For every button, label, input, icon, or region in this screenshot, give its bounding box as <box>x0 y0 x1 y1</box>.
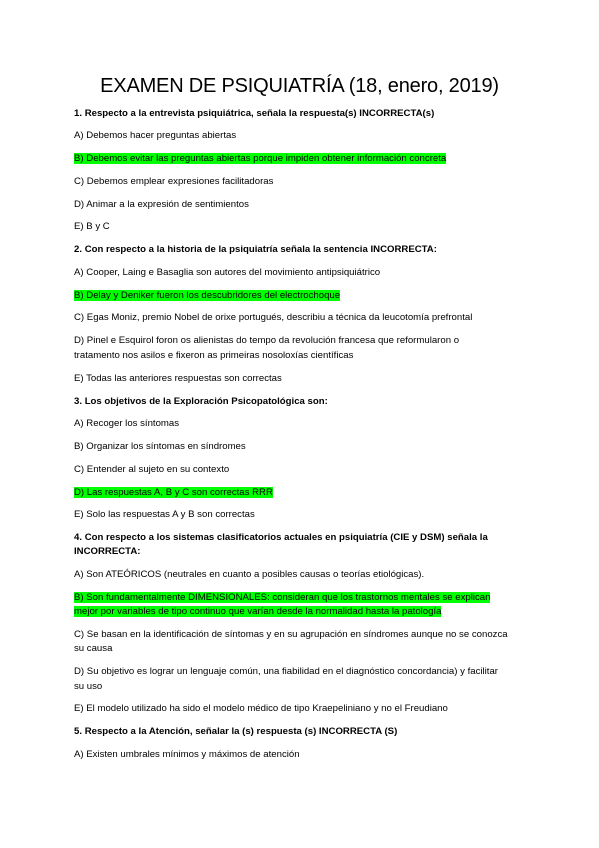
option-d-continued: tratamento nos asilos e fixeron as primeiras nosoloxías científicas <box>74 350 354 361</box>
option-e: E) Todas las anteriores respuestas son correctas <box>74 373 282 384</box>
question-number: 3. <box>74 396 83 407</box>
option-b-highlighted <box>74 290 340 302</box>
option-a: A) Debemos hacer preguntas abiertas <box>74 130 237 141</box>
question-text: Respecto a la Atención, señalar la (s) respuesta (s) INCORRECTA (S) <box>84 726 398 737</box>
question-1 <box>74 108 434 120</box>
page-title: EXAMEN DE PSIQUIATRÍA (18, enero, 2019) <box>100 75 499 97</box>
option-d: D) Animar a la expresión de sentimientos <box>74 199 249 210</box>
question-text: Con respecto a los sistemas clasificatorios actuales en psiquiatría (CIE y DSM) señala la <box>84 532 488 543</box>
option-b: B) Organizar los síntomas en síndromes <box>74 441 246 452</box>
highlighted-answer: D) Las respuestas A, B y C son correctas RRR <box>74 487 273 498</box>
question-3 <box>74 396 328 408</box>
option-e: E) El modelo utilizado ha sido el modelo médico de tipo Kraepeliniano y no el Freudiano <box>74 703 448 714</box>
option-a: A) Son ATEÓRICOS (neutrales en cuanto a posibles causas o teorías etiológicas). <box>74 569 425 580</box>
option-d: D) Su objetivo es lograr un lenguaje común, una fiabilidad en el diagnóstico concordancia) y facilitar <box>74 666 498 677</box>
question-text: Los objetivos de la Exploración Psicopatológica son: <box>84 396 328 407</box>
option-c: C) Egas Moniz, premio Nobel de orixe portugués, describiu a técnica da leucotomía prefrontal <box>74 312 473 323</box>
question-number: 5. <box>74 726 83 737</box>
question-number: 2. <box>74 244 83 255</box>
question-text: Respecto a la entrevista psiquiátrica, señala la respuesta(s) INCORRECTA(s) <box>84 108 435 119</box>
option-e: E) B y C <box>74 221 110 232</box>
option-b-highlighted <box>74 592 490 604</box>
highlighted-answer: B) Delay y Deniker fueron los descubridores del electrochoque <box>74 290 341 301</box>
option-a: A) Recoger los síntomas <box>74 418 180 429</box>
option-a: A) Cooper, Laing e Basaglia son autores del movimiento antipsiquiátrico <box>74 267 381 278</box>
option-d-highlighted <box>74 487 273 499</box>
question-text: Con respecto a la historia de la psiquiatría señala la sentencia INCORRECTA: <box>84 244 437 255</box>
question-4-continued: INCORRECTA: <box>74 546 141 557</box>
highlighted-answer: B) Son fundamentalmente DIMENSIONALES: consideran que los trastornos mentales se explican <box>74 592 491 603</box>
question-4 <box>74 532 488 544</box>
option-d-continued: su uso <box>74 681 103 692</box>
option-b-highlighted-continued <box>74 606 441 618</box>
highlighted-answer: mejor por variables de tipo continuo que varían desde la normalidad hasta la patología <box>74 606 442 617</box>
question-number: 1. <box>74 108 83 119</box>
question-5 <box>74 726 397 738</box>
highlighted-answer: B) Debemos evitar las preguntas abiertas porque impiden obtener información concreta <box>74 153 447 164</box>
option-c: C) Entender al sujeto en su contexto <box>74 464 230 475</box>
option-a: A) Existen umbrales mínimos y máximos de atención <box>74 749 300 760</box>
option-c: C) Debemos emplear expresiones facilitadoras <box>74 176 274 187</box>
option-b-highlighted <box>74 153 446 165</box>
option-e: E) Solo las respuestas A y B son correctas <box>74 509 255 520</box>
option-d: D) Pinel e Esquirol foron os alienistas do tempo da revolución francesa que reformularon o <box>74 335 460 346</box>
option-c: C) Se basan en la identificación de síntomas y en su agrupación en síndromes aunque no se conozca <box>74 629 508 640</box>
question-2 <box>74 244 437 256</box>
option-c-continued: su causa <box>74 643 113 654</box>
question-number: 4. <box>74 532 83 543</box>
